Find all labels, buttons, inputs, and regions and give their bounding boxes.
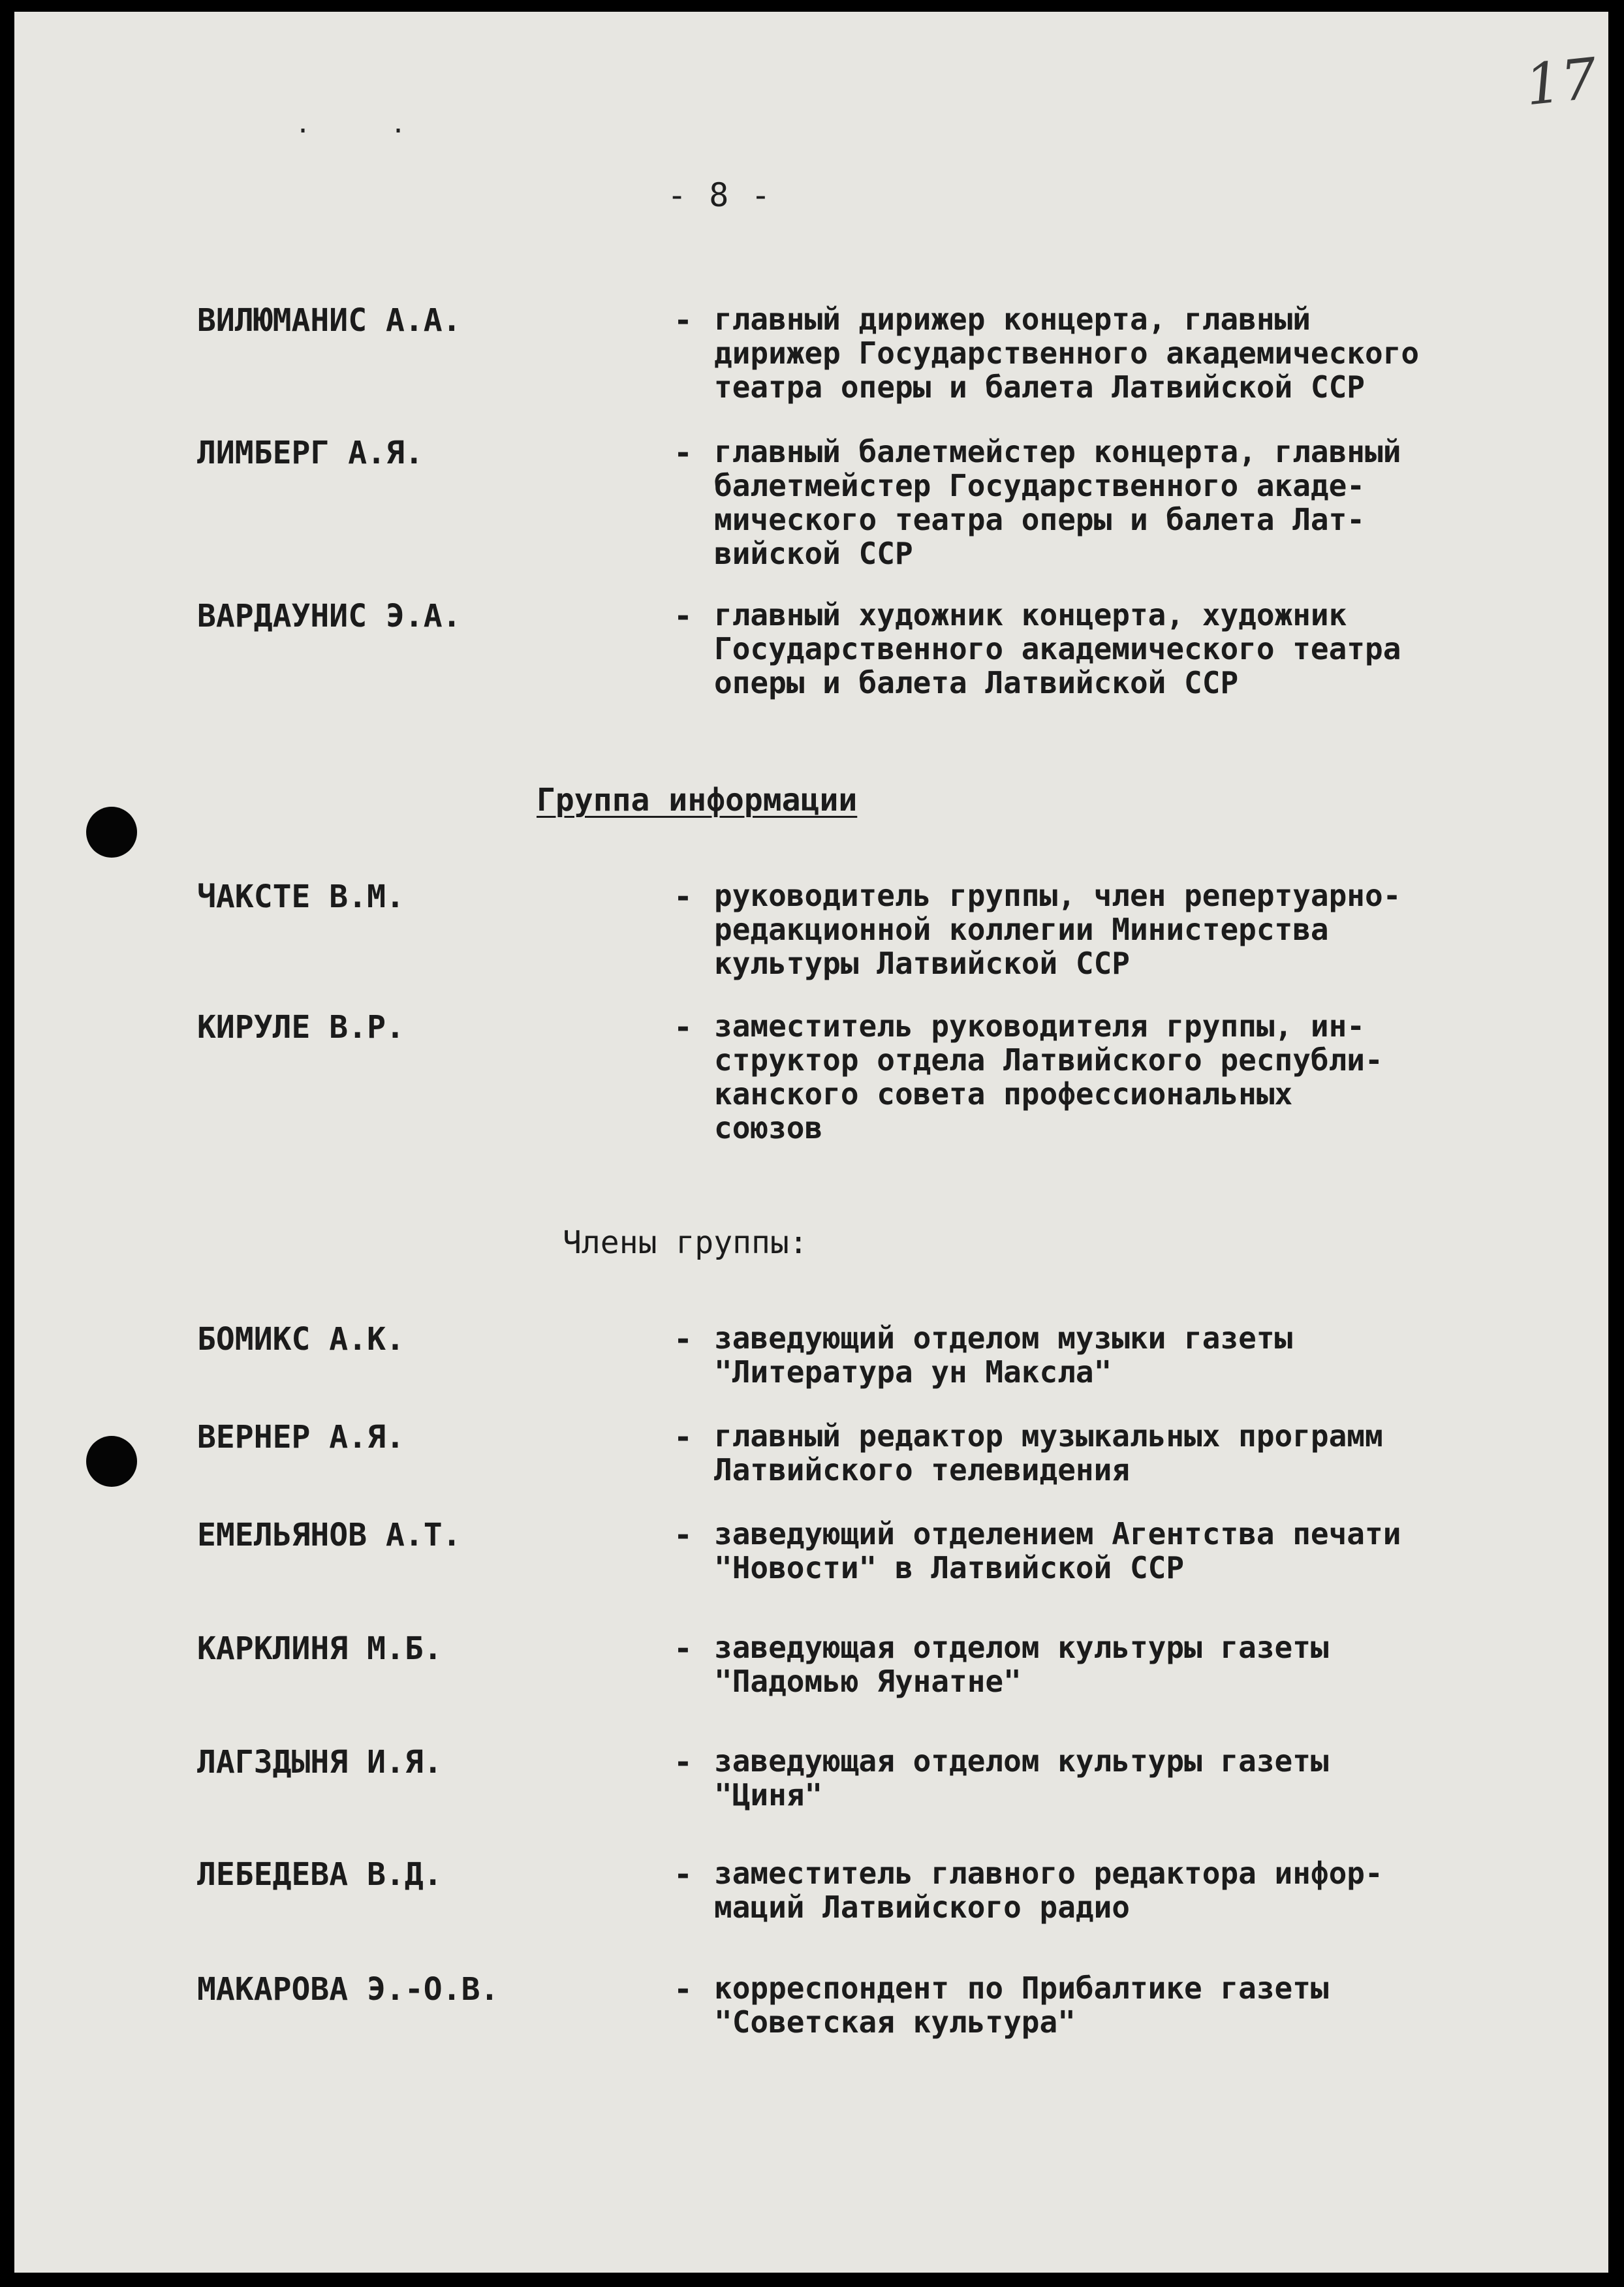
role-line: заведующая отделом культуры газеты bbox=[714, 1743, 1329, 1779]
role-line: заведующий отделением Агентства печати bbox=[714, 1516, 1401, 1551]
separator-dash: - bbox=[674, 435, 693, 471]
person-role bbox=[714, 879, 1582, 980]
document-page bbox=[14, 12, 1608, 2273]
role-line: заместитель руководителя группы, ин- bbox=[714, 1008, 1365, 1044]
separator-dash: - bbox=[674, 879, 693, 915]
role-line: союзов bbox=[714, 1110, 823, 1145]
role-line: театра оперы и балета Латвийской ССР bbox=[714, 369, 1365, 405]
person-role bbox=[714, 1009, 1582, 1145]
role-line: Латвийского телевидения bbox=[714, 1452, 1130, 1487]
separator-dash: - bbox=[674, 1630, 693, 1667]
role-line: балетмейстер Государственного акаде- bbox=[714, 468, 1365, 503]
role-line: мического театра оперы и балета Лат- bbox=[714, 502, 1365, 537]
separator-dash: - bbox=[674, 1517, 693, 1553]
person-role bbox=[714, 1419, 1582, 1487]
role-line: "Циня" bbox=[714, 1777, 823, 1812]
role-line: "Падомью Яунатне" bbox=[714, 1664, 1022, 1699]
separator-dash: - bbox=[674, 1744, 693, 1781]
role-line: редакционной коллегии Министерства bbox=[714, 912, 1329, 947]
separator-dash: - bbox=[674, 598, 693, 634]
role-line: дирижер Государственного академического bbox=[714, 335, 1420, 371]
section-heading: Группа информации bbox=[537, 782, 858, 818]
person-role bbox=[714, 435, 1582, 570]
person-role bbox=[714, 1321, 1582, 1389]
person-role bbox=[714, 1744, 1582, 1812]
role-line: руководитель группы, член репертуарно- bbox=[714, 878, 1401, 913]
role-line: главный дирижер концерта, главный bbox=[714, 302, 1311, 337]
punch-hole bbox=[86, 807, 137, 858]
separator-dash: - bbox=[674, 1856, 693, 1893]
person-role bbox=[714, 302, 1582, 404]
role-line: главный редактор музыкальных программ bbox=[714, 1418, 1383, 1454]
person-name: МАКАРОВА Э.-О.В. bbox=[197, 1971, 499, 2008]
person-name: ЛАГЗДЫНЯ И.Я. bbox=[197, 1744, 443, 1781]
person-name: ЧАКСТЕ В.М. bbox=[197, 879, 405, 915]
separator-dash: - bbox=[674, 1971, 693, 2008]
ink-speck: · bbox=[295, 116, 311, 146]
person-name: КАРКЛИНЯ М.Б. bbox=[197, 1630, 443, 1667]
folio-mark: 17 bbox=[1522, 46, 1601, 119]
person-name: ЛИМБЕРГ А.Я. bbox=[197, 435, 424, 471]
page-number: - 8 - bbox=[667, 176, 772, 214]
person-role bbox=[714, 598, 1582, 700]
role-line: канского совета профессиональных bbox=[714, 1076, 1293, 1112]
person-role bbox=[714, 1630, 1582, 1698]
separator-dash: - bbox=[674, 302, 693, 339]
punch-hole bbox=[86, 1436, 137, 1487]
person-name: КИРУЛЕ В.Р. bbox=[197, 1009, 405, 1046]
role-line: культуры Латвийской ССР bbox=[714, 946, 1130, 981]
members-heading: Члены группы: bbox=[563, 1224, 808, 1261]
role-line: "Новости" в Латвийской ССР bbox=[714, 1550, 1185, 1585]
role-line: "Советская культура" bbox=[714, 2004, 1076, 2040]
person-name: ЕМЕЛЬЯНОВ А.Т. bbox=[197, 1517, 461, 1553]
separator-dash: - bbox=[674, 1009, 693, 1046]
person-name: ВАРДАУНИС Э.А. bbox=[197, 598, 461, 634]
person-role bbox=[714, 1856, 1582, 1924]
role-line: маций Латвийского радио bbox=[714, 1890, 1130, 1925]
ink-speck: · bbox=[390, 116, 407, 146]
role-line: структор отдела Латвийского республи- bbox=[714, 1042, 1383, 1078]
person-name: БОМИКС А.К. bbox=[197, 1321, 405, 1358]
role-line: заведующая отделом культуры газеты bbox=[714, 1630, 1329, 1665]
role-line: оперы и балета Латвийской ССР bbox=[714, 665, 1239, 700]
role-line: вийской ССР bbox=[714, 536, 913, 571]
person-name: ВЕРНЕР А.Я. bbox=[197, 1419, 405, 1455]
role-line: Государственного академического театра bbox=[714, 631, 1401, 666]
role-line: заместитель главного редактора инфор- bbox=[714, 1856, 1383, 1891]
role-line: корреспондент по Прибалтике газеты bbox=[714, 1970, 1329, 2006]
separator-dash: - bbox=[674, 1321, 693, 1358]
role-line: главный балетмейстер концерта, главный bbox=[714, 434, 1401, 469]
person-role bbox=[714, 1971, 1582, 2039]
role-line: "Литература ун Максла" bbox=[714, 1354, 1112, 1390]
separator-dash: - bbox=[674, 1419, 693, 1455]
role-line: главный художник концерта, художник bbox=[714, 597, 1347, 632]
person-name: ВИЛЮМАНИС А.А. bbox=[197, 302, 461, 339]
person-role bbox=[714, 1517, 1582, 1585]
role-line: заведующий отделом музыки газеты bbox=[714, 1320, 1293, 1356]
person-name: ЛЕБЕДЕВА В.Д. bbox=[197, 1856, 443, 1893]
